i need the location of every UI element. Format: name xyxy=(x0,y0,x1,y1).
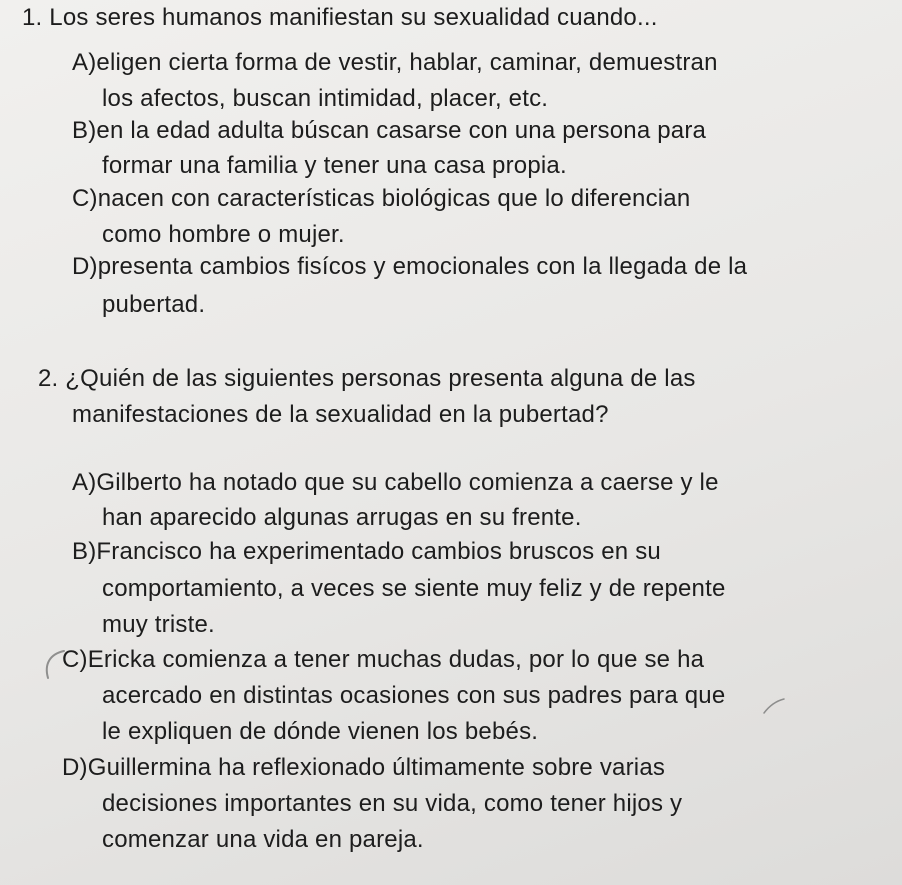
question-1-option-d-line-1: D)presenta cambios fisícos y emocionales con la llegada de la xyxy=(72,253,748,280)
question-1-prompt-text: Los seres humanos manifiestan su sexualidad cuando... xyxy=(49,4,658,31)
question-1-option-c-line-1: C)nacen con características biológicas que lo diferencian xyxy=(72,185,691,212)
question-2-option-c-line-1: C)Ericka comienza a tener muchas dudas, por lo que se ha xyxy=(62,646,705,673)
question-2-option-d-line-2: decisiones importantes en su vida, como tener hijos y xyxy=(102,790,683,817)
question-2-number: 2. xyxy=(38,365,59,392)
question-2-option-d-line-3: comenzar una vida en pareja. xyxy=(102,826,424,853)
question-1-prompt xyxy=(22,3,658,33)
question-1-option-a-line-2: los afectos, buscan intimidad, placer, etc. xyxy=(102,85,549,112)
question-2-option-a-line-1: A)Gilberto ha notado que su cabello comienza a caerse y le xyxy=(72,469,719,496)
question-2-option-b-line-1: B)Francisco ha experimentado cambios bruscos en su xyxy=(72,538,661,565)
question-2-option-d-line-1: D)Guillermina ha reflexionado últimamente sobre varias xyxy=(62,754,666,781)
question-1-option-b-line-1: B)en la edad adulta búscan casarse con una persona para xyxy=(72,117,707,144)
question-2-option-c-line-2: acercado en distintas ocasiones con sus padres para que xyxy=(102,682,726,709)
question-2-prompt-text: ¿Quién de las siguientes personas presenta alguna de las xyxy=(65,365,696,392)
question-2-option-b-line-2: comportamiento, a veces se siente muy feliz y de repente xyxy=(102,575,726,602)
question-2-prompt-line-2: manifestaciones de la sexualidad en la pubertad? xyxy=(72,401,609,428)
question-1-option-d-line-2: pubertad. xyxy=(102,291,206,318)
question-2-prompt-line-1 xyxy=(38,364,696,394)
question-2-option-a-line-2: han aparecido algunas arrugas en su frente. xyxy=(102,504,582,531)
question-1-number: 1. xyxy=(22,4,43,31)
question-2-option-b-line-3: muy triste. xyxy=(102,611,215,638)
pen-tick-mark xyxy=(762,697,786,715)
question-2-option-c-line-3: le expliquen de dónde vienen los bebés. xyxy=(102,718,539,745)
question-1-option-b-line-2: formar una familia y tener una casa propia. xyxy=(102,152,567,179)
question-1-option-c-line-2: como hombre o mujer. xyxy=(102,221,345,248)
pen-mark xyxy=(40,648,70,682)
question-1-option-a-line-1: A)eligen cierta forma de vestir, hablar, caminar, demuestran xyxy=(72,49,718,76)
